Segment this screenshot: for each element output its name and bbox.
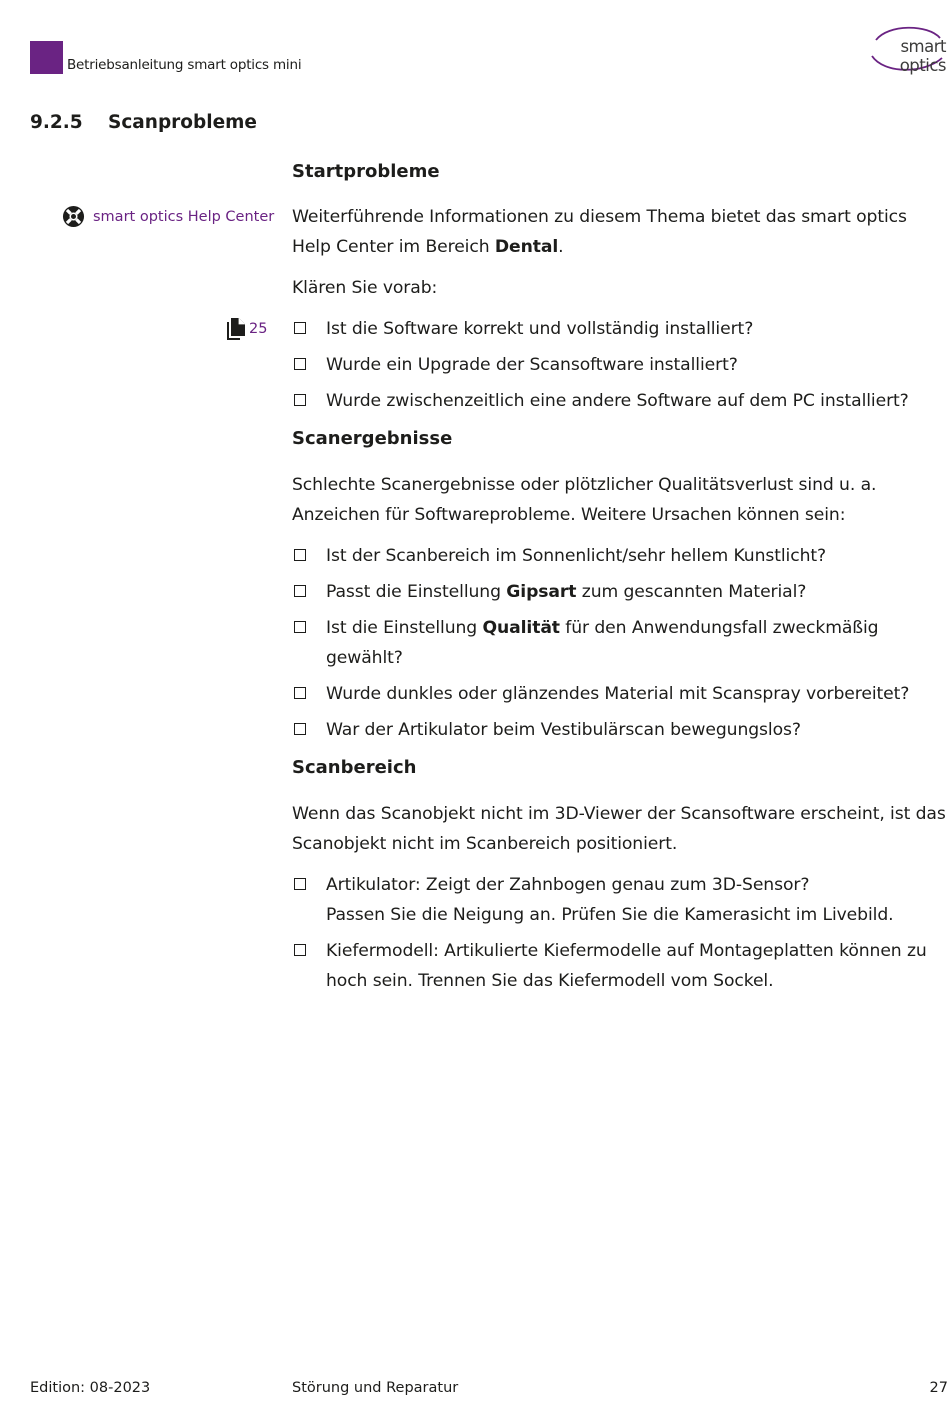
header-brand-square [30,41,63,74]
scanergebnisse-intro: Schlechte Scanergebnisse oder plötzlicher Qualitätsverlust sind u. a. Anzeichen für Softwareprobleme. Weitere Ursachen können sein: [292,475,877,525]
page-reference-number[interactable]: 25 [249,321,268,337]
document-title: Betriebsanleitung smart optics mini [67,57,302,73]
checkbox-icon[interactable] [294,322,306,334]
main-content [292,158,947,1002]
checkbox-icon[interactable] [294,585,306,597]
checklist-item: Wurde ein Upgrade der Scansoftware installiert? [292,350,947,380]
smart-optics-logo [858,26,948,75]
scanbereich-checklist [292,870,947,996]
footer-chapter: Störung und Reparatur [292,1380,459,1396]
heading-scanergebnisse: Scanergebnisse [292,428,453,449]
lifebuoy-icon [62,205,85,228]
startprobleme-intro: Weiterführende Informationen zu diesem Thema bietet das smart optics Help Center im Bereich Dental. [292,207,907,257]
startprobleme-lead: Klären Sie vorab: [292,278,438,298]
heading-startprobleme: Startprobleme [292,161,440,182]
checklist-item: Passt die Einstellung Gipsart zum gescannten Material? [292,577,947,607]
footer-edition: Edition: 08-2023 [30,1380,151,1396]
checkbox-icon[interactable] [294,687,306,699]
logo-text: smart optics [899,37,946,75]
startprobleme-checklist [292,314,947,416]
checklist-item: Ist die Einstellung Qualität für den Anwendungsfall zweckmäßig gewählt? [292,613,947,673]
checklist-item: Ist der Scanbereich im Sonnenlicht/sehr hellem Kunstlicht? [292,541,947,571]
section-title: Scanprobleme [108,112,257,133]
checklist-item: War der Artikulator beim Vestibulärscan bewegungslos? [292,715,947,745]
checkbox-icon[interactable] [294,621,306,633]
scanbereich-intro: Wenn das Scanobjekt nicht im 3D-Viewer der Scansoftware erscheint, ist das Scanobjekt nicht im Scanbereich positioniert. [292,804,946,854]
documents-icon [226,317,246,341]
help-center-label[interactable]: smart optics Help Center [93,208,275,225]
help-center-link[interactable] [62,205,274,228]
checklist-item: Wurde dunkles oder glänzendes Material mit Scanspray vorbereitet? [292,679,947,709]
heading-scanbereich: Scanbereich [292,757,417,778]
checklist-item: Artikulator: Zeigt der Zahnbogen genau zum 3D-Sensor? Passen Sie die Neigung an. Prüfen Sie die Kamerasicht im Livebild. [292,870,947,930]
section-number: 9.2.5 [30,112,83,133]
scanergebnisse-checklist [292,541,947,745]
footer-page-number: 27 [929,1380,948,1396]
checkbox-icon[interactable] [294,878,306,890]
checklist-item: Wurde zwischenzeitlich eine andere Software auf dem PC installiert? [292,386,947,416]
checkbox-icon[interactable] [294,358,306,370]
checkbox-icon[interactable] [294,723,306,735]
checklist-item: Ist die Software korrekt und vollständig installiert? [292,314,947,344]
checkbox-icon[interactable] [294,394,306,406]
checkbox-icon[interactable] [294,944,306,956]
page-reference-link[interactable] [226,317,267,341]
checkbox-icon[interactable] [294,549,306,561]
checklist-item: Kiefermodell: Artikulierte Kiefermodelle auf Montageplatten können zu hoch sein. Trennen Sie das Kiefermodell vom Sockel. [292,936,947,996]
